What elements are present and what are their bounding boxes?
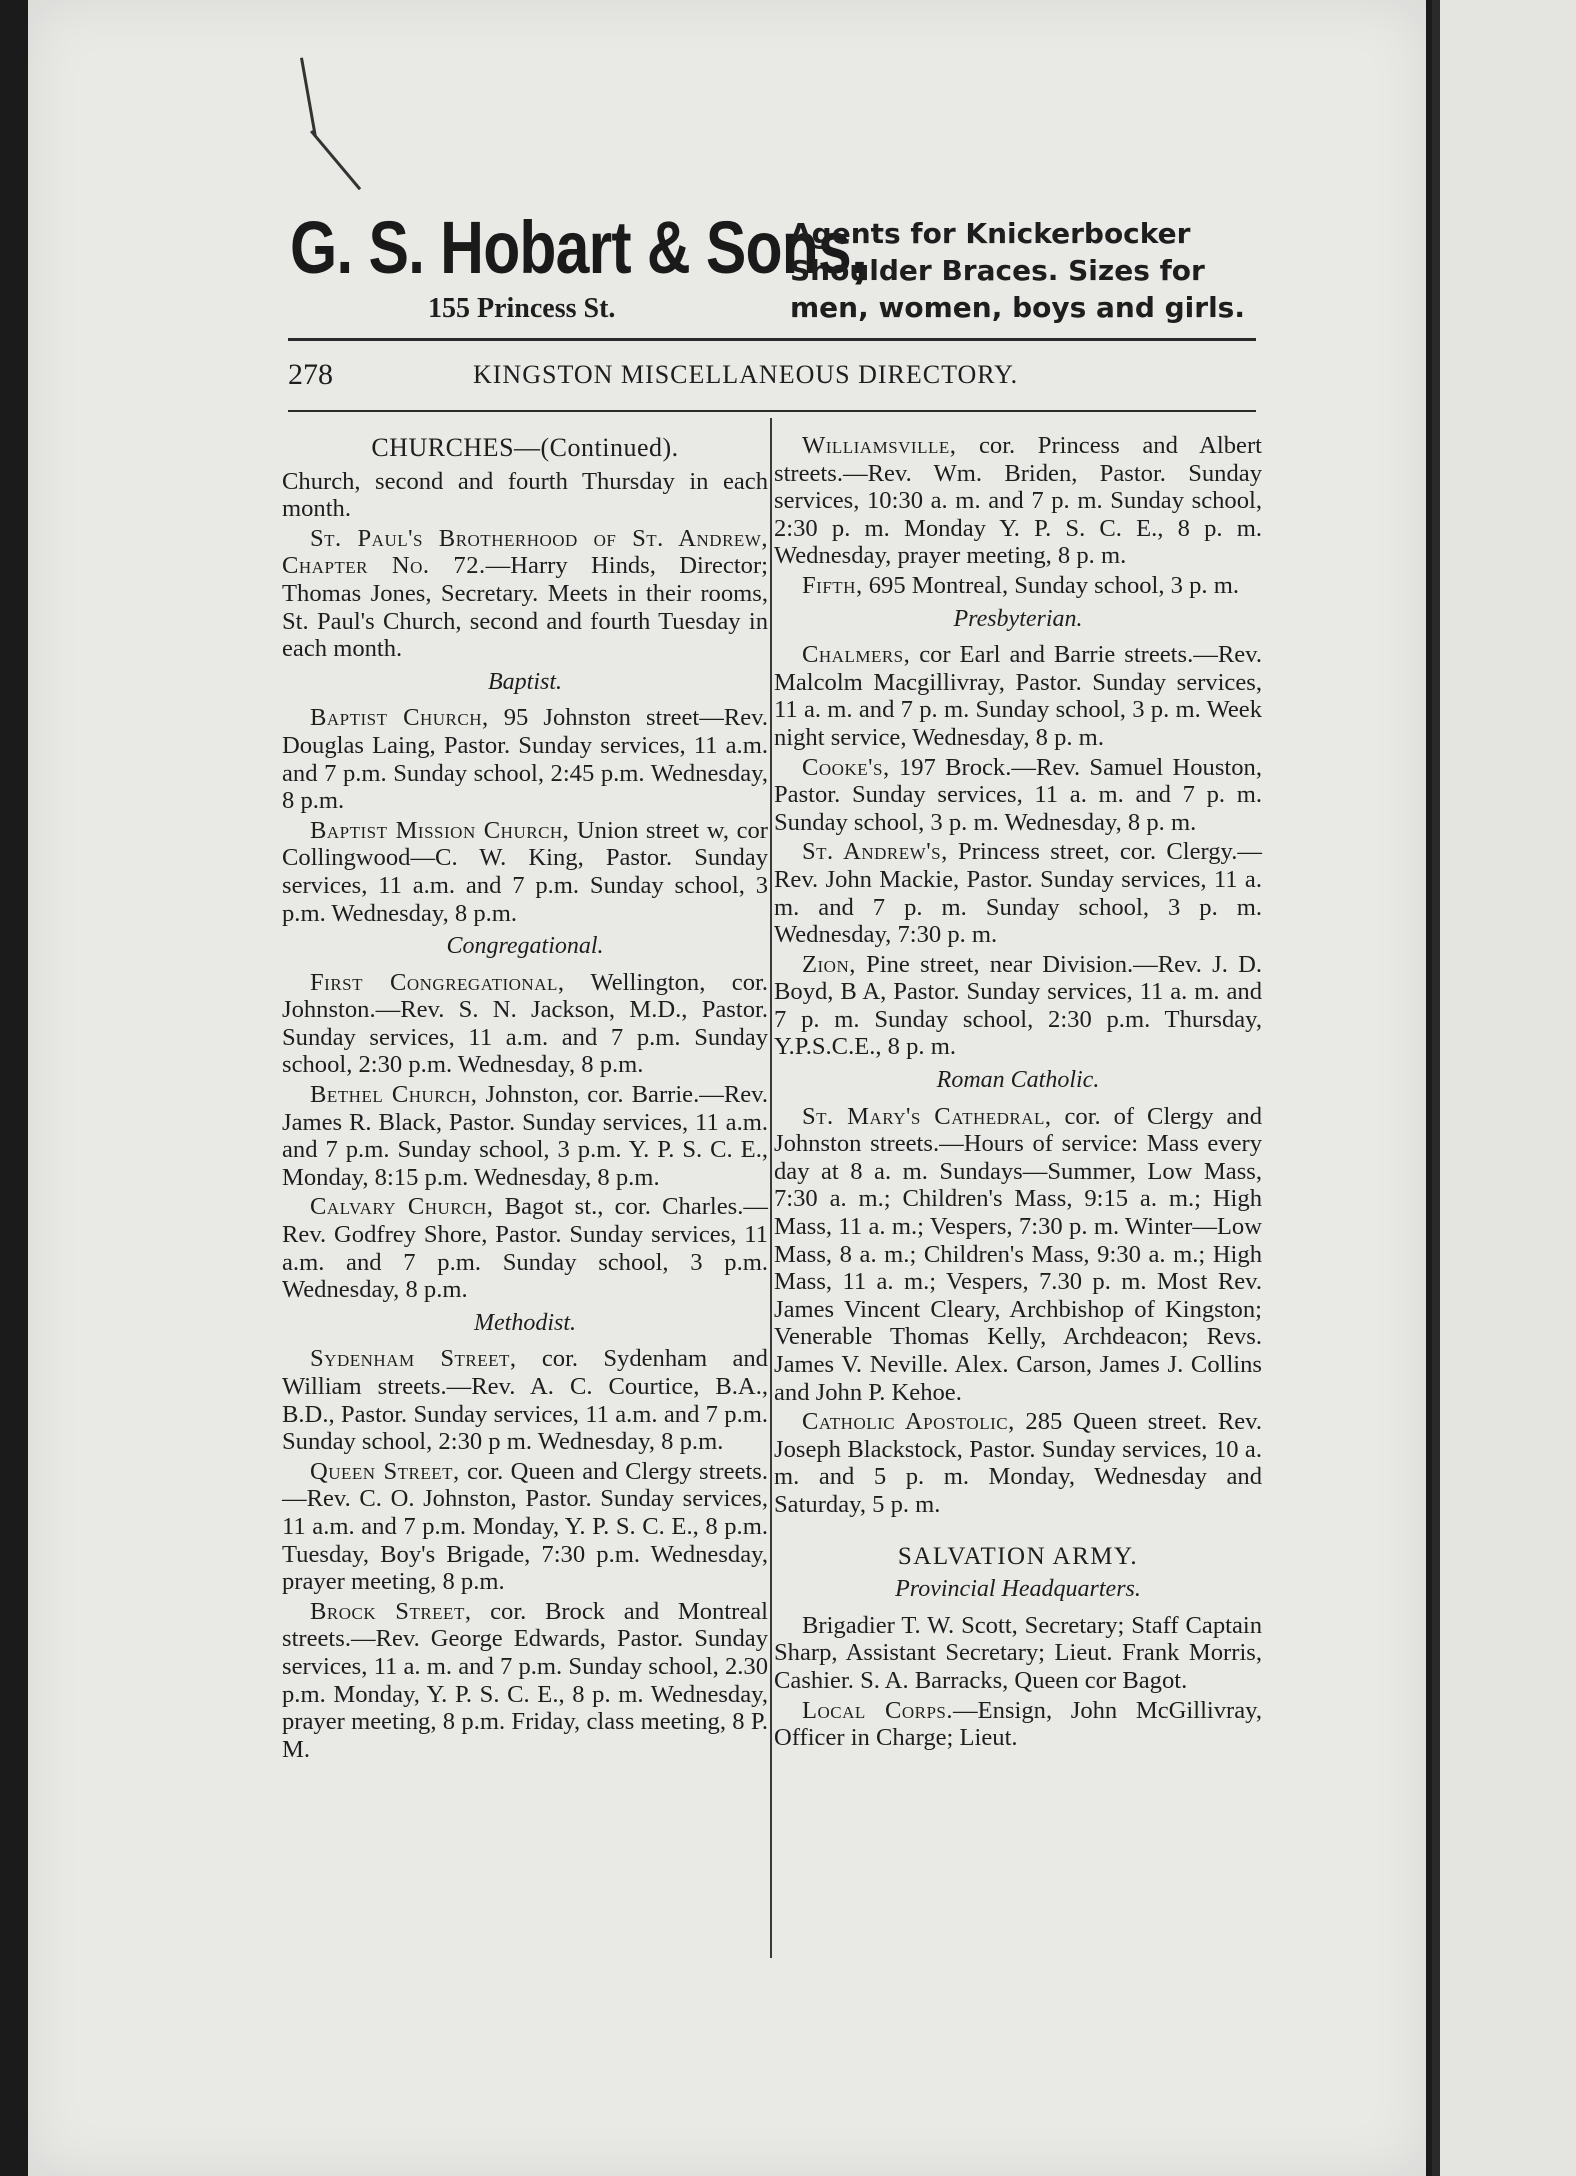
- entry-text: Wellington, cor. Johnston.—Rev. S. N. Jackson, M.D., Pastor. Sunday services, 11 a.m. and 7 p.m. Sunday school, 2:30 p.m. Wednesday, 8 p.m.: [282, 968, 769, 1079]
- entry: [774, 754, 1262, 837]
- salvation-army-heading: SALVATION ARMY.: [897, 1542, 1139, 1570]
- entry-name: Williamsville,: [802, 432, 957, 459]
- denomination-heading: Baptist.: [487, 668, 562, 695]
- salvation-army-subheading: Provincial Headquarters.: [895, 1576, 1141, 1603]
- entry-name: Catholic Apostolic,: [802, 1408, 1015, 1436]
- page-title: KINGSTON MISCELLANEOUS DIRECTORY.: [473, 360, 1019, 389]
- advertisement-text: [790, 215, 1280, 326]
- entry-text: Princess street, cor. Clergy.—Rev. John Mackie, Pastor. Sunday services, 11 a. m. and 7 p. m. Sunday school, 3 p. m. Wednesday, 7:30 p. m.: [774, 838, 1262, 949]
- entry-name: Chalmers,: [802, 641, 911, 669]
- entry-name: Zion,: [802, 950, 856, 978]
- entry-name: Calvary Church,: [310, 1193, 494, 1221]
- right-column: [774, 432, 1262, 1754]
- header-rule-bottom: [288, 410, 1256, 412]
- entry: Brigadier T. W. Scott, Secretary; Staff Captain Sharp, Assistant Secretary; Lieut. Frank Morris, Cashier. S. A. Barracks, Queen cor Bagot.: [774, 1611, 1262, 1694]
- entry: [774, 838, 1262, 948]
- entry-text: Bagot st., cor. Charles.—Rev. Godfrey Shore, Pastor. Sunday services, 11 a.m. and 7 p.m. Sunday school, 3 p.m. Wednesday, 8 p.m.: [282, 1193, 768, 1304]
- entry-name: Baptist Church,: [310, 704, 489, 732]
- entry-name: St. Paul's Brotherhood of St. Andrew, Chapter No. 72.: [282, 524, 768, 580]
- entry-text: Johnston, cor. Barrie.—Rev. James R. Black, Pastor. Sunday services, 11 a.m. and 7 p.m. Sunday school, 3 p.m. Y. P. S. C. E., Monday, 8:15 p.m. Wednesday, 8 p.m.: [282, 1081, 768, 1191]
- facing-page-shadow: [1432, 0, 1440, 2176]
- denomination-heading: Congregational.: [446, 933, 604, 960]
- ad-line: men, women, boys and girls.: [790, 291, 1245, 324]
- entry: [774, 432, 1262, 570]
- entry: [282, 525, 768, 663]
- left-column: [282, 432, 768, 1765]
- entry-name: St. Mary's Cathedral,: [802, 1102, 1052, 1130]
- entry: [774, 1103, 1262, 1407]
- entry-name: First Congregational,: [310, 968, 565, 996]
- entry-name: Baptist Mission Church,: [310, 816, 570, 844]
- denomination-heading: Methodist.: [474, 1309, 576, 1336]
- ad-line: Shoulder Braces. Sizes for: [790, 254, 1205, 287]
- header-rule-top: [288, 338, 1256, 341]
- entry-name: St. Andrew's,: [802, 838, 948, 866]
- entry: [282, 1458, 768, 1596]
- entry: [774, 1408, 1262, 1518]
- page-number: 278: [288, 358, 333, 391]
- entry-text: cor. Princess and Albert streets.—Rev. Wm. Briden, Pastor. Sunday services, 10:30 a. m. and 7 p. m. Sunday school, 2:30 p. m. Monday Y. P. S. C. E., 8 p. m. Wednesday, prayer meeting, 8 p. m.: [774, 432, 1262, 570]
- entry-text: cor. of Clergy and Johnston streets.—Hours of service: Mass every day at 8 a. m. Sundays—Summer, Low Mass, 7:30 a. m.; Children's Mass, 9:15 a. m.; High Mass, 11 a. m.; Vespers, 7:30 p. m. Winter—Low Mass, 8 a. m.; Children's Mass, 9:30 a. m.; High Mass, 11 a. m.; Vespers, 7.30 p. m. Most Rev. James Vincent Cleary, Archbishop of Kingston; Venerable Thomas Kelly, Archdeacon; Revs. James V. Neville. Alex. Carson, James J. Collins and John P. Kehoe.: [774, 1102, 1262, 1406]
- entry-text: 285 Queen street. Rev. Joseph Blackstock, Pastor. Sunday services, 10 a. m. and 5 p. m. Monday, Wednesday and Saturday, 5 p. m.: [774, 1408, 1262, 1518]
- entry: [282, 817, 768, 927]
- entry: [282, 1081, 768, 1191]
- entry-text: cor. Brock and Montreal streets.—Rev. George Edwards, Pastor. Sunday services, 11 a. m. and 7 p.m. Sunday school, 2.30 p.m. Monday, Y. P. S. C. E., 8 p. m. Wednesday, prayer meeting, 8 p.m. Friday, class meeting, 8 P. M.: [282, 1597, 768, 1763]
- running-header: [288, 358, 1258, 398]
- denomination-heading: Presbyterian.: [953, 605, 1083, 632]
- entry-text: 695 Montreal, Sunday school, 3 p. m.: [862, 571, 1239, 599]
- entry-text: 197 Brock.—Rev. Samuel Houston, Pastor. Sunday services, 11 a. m. and 7 p. m. Sunday school, 3 p. m. Wednesday, 8 p. m.: [774, 753, 1262, 836]
- entry-text: Pine street, near Division.—Rev. J. D. Boyd, B A, Pastor. Sunday services, 11 a. m. and 7 p. m. Sunday school, 2:30 p.m. Thursday, Y.P.S.C.E., 8 p. m.: [774, 950, 1262, 1061]
- entry: [774, 1697, 1262, 1752]
- entry-name: Sydenham Street,: [310, 1345, 517, 1373]
- entry-text: Union street w, cor Collingwood—C. W. King, Pastor. Sunday services, 11 a.m. and 7 p.m. Sunday school, 3 p.m. Wednesday, 8 p.m.: [282, 816, 768, 927]
- entry-name: Cooke's,: [802, 753, 890, 781]
- entry: [774, 572, 1262, 600]
- entry-name: Bethel Church,: [310, 1081, 478, 1109]
- column-divider: [770, 418, 772, 1958]
- entry-text: cor. Queen and Clergy streets.—Rev. C. O. Johnston, Pastor. Sunday services, 11 a.m. and 7 p.m. Monday, Y. P. S. C. E., 8 p.m. Tuesday, Boy's Brigade, 7:30 p.m. Wednesday, prayer meeting, 8 p.m.: [282, 1457, 768, 1596]
- paragraph: Church, second and fourth Thursday in each month.: [282, 467, 768, 523]
- entry-name: Brock Street,: [310, 1597, 472, 1625]
- entry: [282, 1193, 768, 1303]
- entry: [282, 1345, 768, 1455]
- entry-name: Queen Street,: [310, 1457, 460, 1485]
- entry-text: cor. Sydenham and William streets.—Rev. A. C. Courtice, B.A., B.D., Pastor. Sunday services, 11 a.m. and 7 p.m. Sunday school, 2:30 p m. Wednesday, 8 p.m.: [282, 1345, 768, 1456]
- entry-name: Fifth,: [802, 571, 863, 599]
- section-heading: CHURCHES—(Continued).: [371, 433, 679, 462]
- entry-name: Local Corps.: [802, 1696, 954, 1724]
- entry-text: cor Earl and Barrie streets.—Rev. Malcolm Macgillivray, Pastor. Sunday services, 11 a. m. and 7 p. m. Sunday school, 3 p. m. Week night service, Wednesday, 8 p. m.: [774, 641, 1262, 751]
- entry-text: 95 Johnston street—Rev. Douglas Laing, Pastor. Sunday services, 11 a.m. and 7 p.m. Sunday school, 2:45 p.m. Wednesday, 8 p.m.: [282, 704, 768, 815]
- facing-page-edge: [1432, 0, 1576, 2176]
- advertiser-address: 155 Princess St.: [428, 293, 616, 324]
- denomination-heading: Roman Catholic.: [936, 1067, 1100, 1094]
- entry-text: —Harry Hinds, Director; Thomas Jones, Secretary. Meets in their rooms, St. Paul's Church, second and fourth Tuesday in each month.: [282, 552, 769, 663]
- entry: [774, 951, 1262, 1061]
- entry-text: —Ensign, John McGillivray, Officer in Charge; Lieut.: [774, 1696, 1262, 1752]
- advertisement: [290, 205, 1280, 330]
- advertiser-name: G. S. Hobart & Sons,: [290, 206, 867, 289]
- entry: [282, 969, 768, 1079]
- ad-line: Agents for Knickerbocker: [790, 217, 1191, 250]
- entry: [282, 704, 768, 814]
- entry: [282, 1598, 768, 1764]
- entry: [774, 641, 1262, 751]
